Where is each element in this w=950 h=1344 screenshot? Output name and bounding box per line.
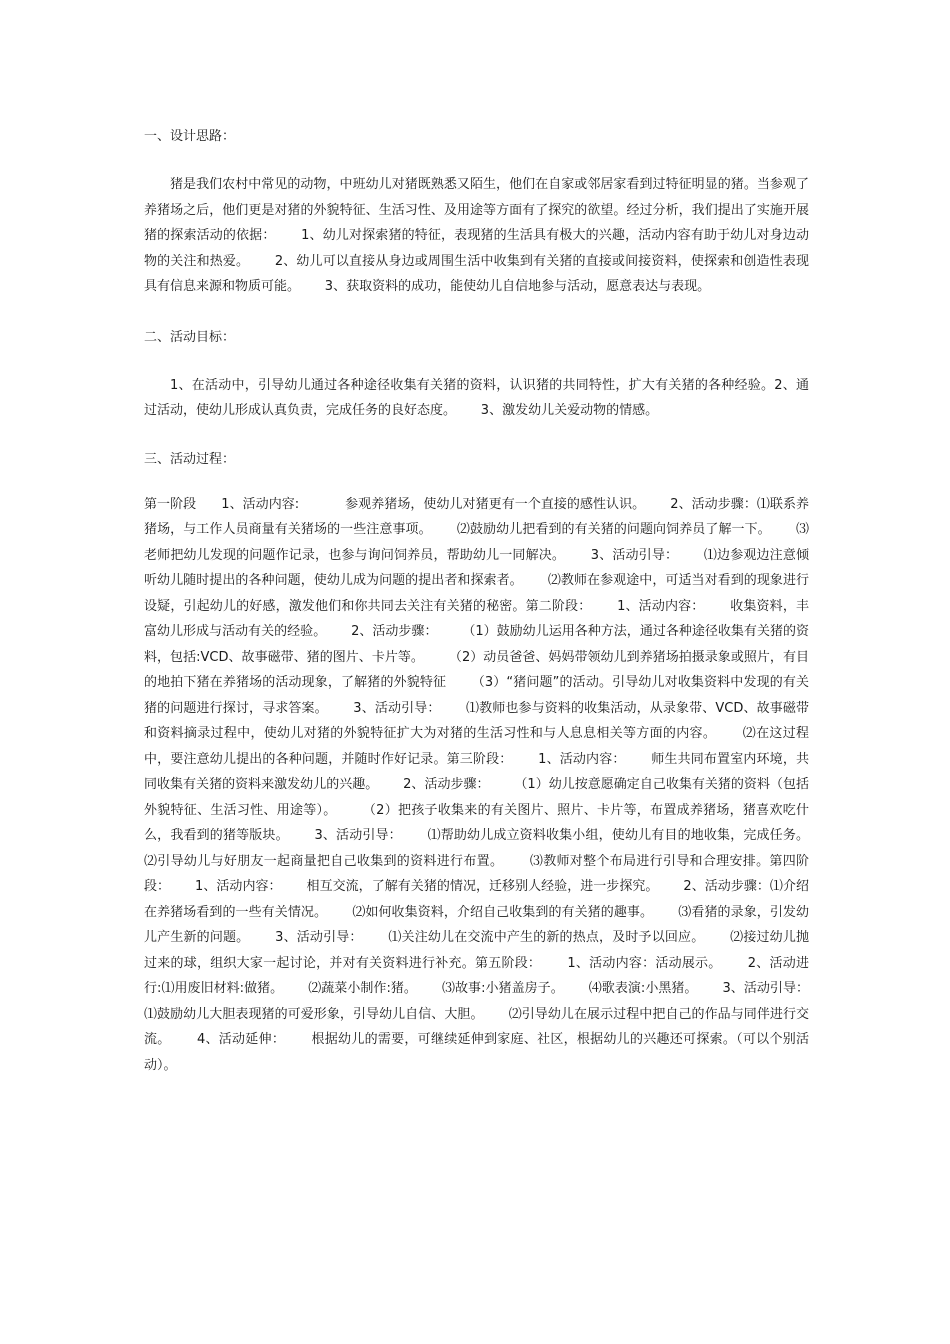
section-heading-design: 一、设计思路： (144, 129, 236, 144)
section-heading-process: 三、活动过程： (144, 451, 236, 467)
section-heading-goals: 二、活动目标： (144, 329, 236, 345)
document-page (144, 124, 834, 1078)
section-body-goals: 1、在活动中，引导幼儿通过各种途径收集有关猪的资料，认识猪的共同特性，扩大有关猪的各种经验。2、通过活动，使幼儿形成认真负责，完成任务的良好态度。 3、激发幼儿关爱动物的情感。 (144, 377, 809, 418)
section-body-design: 猪是我们农村中常见的动物，中班幼儿对猪既熟悉又陌生，他们在自家或邻居家看到过特征明显的猪。当参观了养猪场之后，他们更是对猪的外貌特征、生活习性、及用途等方面有了探究的欲望。经过分析，我们提出了实施开展猪的探索活动的依据： 1、幼儿对探索猪的特征，表现猪的生活具有极大的兴趣，活动内容有助于幼儿对身边动物的关注和热爱。 2、幼儿可以直接从身边或周围生活中收集到有关猪的直接或间接资料，使探索和创造性表现具有信息来源和物质可能。 3、获取资料的成功，能使幼儿自信地参与活动，愿意表达与表现。 (144, 177, 809, 294)
section-body-process: 第一阶段 1、活动内容: 参观养猪场，使幼儿对猪更有一个直接的感性认识。 2、活动步骤：⑴联系养猪场，与工作人员商量有关猪场的一些注意事项。 ⑵鼓励幼儿把看到的有关猪的问题向饲养员了解一下。 ⑶老师把幼儿发现的问题作记录，也参与询问饲养员，帮助幼儿一同解决。 3、活动引导： ⑴边参观边注意倾听幼儿随时提出的各种问题，使幼儿成为问题的提出者和探索者。 ⑵教师在参观途中，可适当对看到的现象进行设疑，引起幼儿的好感，激发他们和你共同去关注有关猪的秘密。第二阶段： 1、活动内容： 收集资料，丰富幼儿形成与活动有关的经验。 2、活动步骤： （1）鼓励幼儿运用各种方法，通过各种途径收集有关猪的资料，包括:VCD、故事磁带、猪的图片、卡片等。 （2）动员爸爸、妈妈带领幼儿到养猪场拍摄录象或照片，有目的地拍下猪在养猪场的活动现象，了解猪的外貌特征 （3）“猪问题”的活动。引导幼儿对收集资料中发现的有关猪的问题进行探讨，寻求答案。 3、活动引导： ⑴教师也参与资料的收集活动，从录象带、VCD、故事磁带和资料摘录过程中，使幼儿对猪的外貌特征扩大为对猪的生活习性和与人息息相关等方面的内容。 ⑵在这过程中，要注意幼儿提出的各种问题，并随时作好记录。第三阶段： 1、活动内容： 师生共同布置室内环境，共同收集有关猪的资料来激发幼儿的兴趣。 2、活动步骤： （1）幼儿按意愿确定自己收集有关猪的资料（包括外貌特征、生活习性、用途等）。 （2）把孩子收集来的有关图片、照片、卡片等，布置成养猪场，猪喜欢吃什么，我看到的猪等版块。 3、活动引导： ⑴帮助幼儿成立资料收集小组，使幼儿有目的地收集，完成任务。 ⑵引导幼儿与好朋友一起商量把自己收集到的资料进行布置。 ⑶教师对整个布局进行引导和合理安排。第四阶段： 1、活动内容： 相互交流，了解有关猪的情况，迁移别人经验，进一步探究。 2、活动步骤：⑴介绍在养猪场看到的一些有关情况。 ⑵如何收集资料，介绍自己收集到的有关猪的趣事。 ⑶看猪的录象，引发幼儿产生新的问题。 3、活动引导： ⑴关注幼儿在交流中产生的新的热点，及时予以回应。 ⑵接过幼儿抛过来的球，组织大家一起讨论，并对有关资料进行补充。第五阶段： 1、活动内容：活动展示。 2、活动进行:⑴用废旧材料:做猪。 ⑵蔬菜小制作:猪。 ⑶故事:小猪盖房子。 ⑷歌表演:小黑猪。 3、活动引导： ⑴鼓励幼儿大胆表现猪的可爱形象，引导幼儿自信、大胆。 ⑵引导幼儿在展示过程中把自己的作品与同伴进行交流。 4、活动延伸： 根据幼儿的需要，可继续延伸到家庭、社区，根据幼儿的兴趣还可探索。（可以个别活动）。 (144, 496, 834, 1073)
